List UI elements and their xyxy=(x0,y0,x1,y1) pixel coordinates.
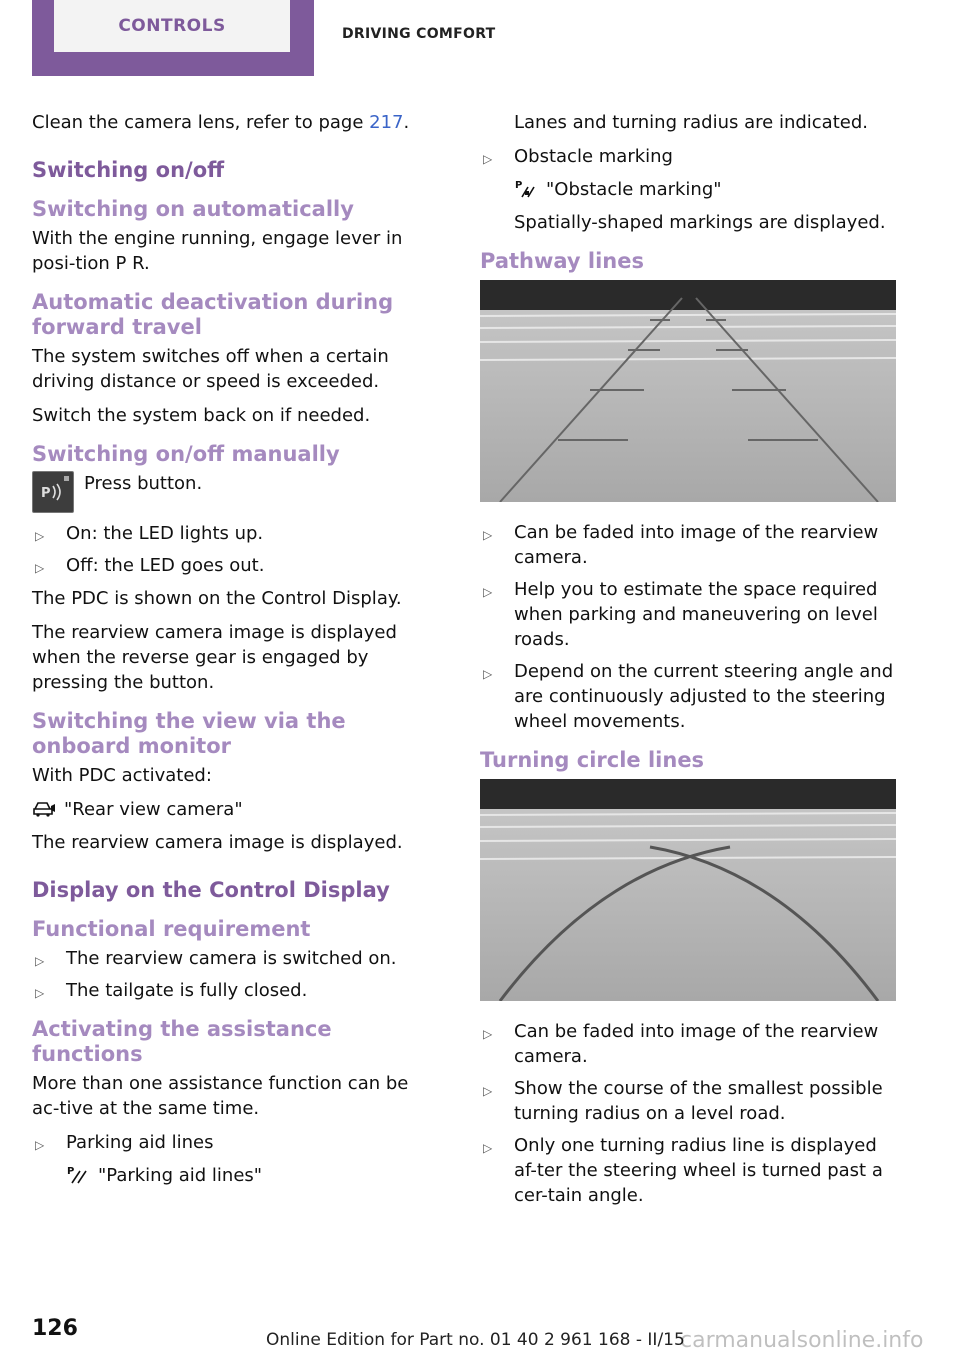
parking-aid-lines-icon xyxy=(66,1163,90,1185)
lens-paragraph xyxy=(32,110,440,135)
parking-aid-menu[interactable] xyxy=(32,1163,440,1188)
obstacle-marking-label: "Obstacle marking" xyxy=(546,179,722,200)
svg-text:P: P xyxy=(41,486,51,501)
bullet-icon: ▷ xyxy=(483,1027,493,1041)
functional-list xyxy=(32,946,440,1003)
list-item: ▷ Obstacle marking xyxy=(480,144,898,169)
right-column xyxy=(480,110,898,1216)
pdc-button-icon xyxy=(32,471,74,513)
rear-view-camera-menu[interactable] xyxy=(32,797,440,822)
bullet-icon: ▷ xyxy=(35,1138,45,1152)
bullet-icon: ▷ xyxy=(35,986,45,1000)
lens-end: . xyxy=(403,112,410,133)
list-item: ▷ The tailgate is fully closed. xyxy=(32,978,440,1003)
paragraph-rearview: The rearview camera image is displayed when the reverse gear is engaged by pressing the button. xyxy=(32,622,397,693)
lens-text: Clean the camera lens, refer to page xyxy=(32,112,370,133)
assist-list xyxy=(32,1130,440,1155)
list-item: ▷ On: the LED lights up. xyxy=(32,521,440,546)
paragraph-auto-on: With the engine running, engage lever in posi-tion P R. xyxy=(32,228,403,274)
camera-car-icon xyxy=(32,797,56,819)
heading-assist: Activating the assistance functions xyxy=(32,1017,332,1066)
paragraph-spatial: Spatially-shaped markings are displayed. xyxy=(514,212,886,233)
turning-list xyxy=(480,1019,898,1208)
bullet-icon: ▷ xyxy=(35,529,45,543)
obstacle-marking-menu[interactable] xyxy=(480,177,898,202)
list-item: ▷ Only one turning radius line is displayed af-ter the steering wheel is turned past a cer-tain angle. xyxy=(483,1135,883,1206)
press-button-line xyxy=(32,471,440,513)
list-item: ▷ Show the course of the smallest possible turning radius on a level road. xyxy=(483,1078,883,1124)
list-item: ▷ Off: the LED goes out. xyxy=(32,553,440,578)
paragraph-with-pdc: With PDC activated: xyxy=(32,765,212,786)
bullet-icon: ▷ xyxy=(483,152,493,166)
parking-aid-menu-label: "Parking aid lines" xyxy=(98,1165,263,1186)
rear-view-camera-label: "Rear view camera" xyxy=(64,799,243,820)
section-title: DRIVING COMFORT xyxy=(342,26,496,42)
bullet-icon: ▷ xyxy=(483,667,493,681)
list-item: ▷ Depend on the current steering angle and are continuously adjusted to the steering wheel movements. xyxy=(483,661,894,732)
heading-pathway: Pathway lines xyxy=(480,249,645,273)
list-item: ▷ Can be faded into image of the rearview camera. xyxy=(483,1021,879,1067)
edition-text: Online Edition for Part no. 01 40 2 961 168 - II/15 xyxy=(266,1330,685,1350)
heading-onboard: Switching the view via the onboard monitor xyxy=(32,709,346,758)
heading-functional: Functional requirement xyxy=(32,917,311,941)
obstacle-marking-icon xyxy=(514,177,538,199)
led-indicator xyxy=(64,476,69,481)
obstacle-list xyxy=(480,144,898,169)
pathway-lines-figure xyxy=(480,280,896,502)
heading-manual: Switching on/off manually xyxy=(32,442,340,466)
bullet-icon: ▷ xyxy=(483,1141,493,1155)
left-column xyxy=(32,110,440,1196)
bullet-icon: ▷ xyxy=(483,585,493,599)
heading-auto-off: Automatic deactivation during forward travel xyxy=(32,290,394,339)
bullet-icon: ▷ xyxy=(483,1084,493,1098)
paragraph-lanes: Lanes and turning radius are indicated. xyxy=(514,112,868,133)
header-bar xyxy=(0,0,960,78)
list-item: ▷ Can be faded into image of the rearview camera. xyxy=(483,522,879,568)
paragraph-assist: More than one assistance function can be ac-tive at the same time. xyxy=(32,1073,409,1119)
turning-circle-figure xyxy=(480,779,896,1001)
manual-list xyxy=(32,521,440,578)
paragraph-image-displayed: The rearview camera image is displayed. xyxy=(32,832,403,853)
paragraph-auto-off: The system switches off when a certain driving distance or speed is exceeded. xyxy=(32,346,389,392)
list-item: ▷ Help you to estimate the space required when parking and maneuvering on level roads. xyxy=(483,579,878,650)
heading-switching: Switching on/off xyxy=(32,158,225,182)
heading-turning: Turning circle lines xyxy=(480,748,705,772)
list-item: ▷ Parking aid lines xyxy=(32,1130,440,1155)
bullet-icon: ▷ xyxy=(35,561,45,575)
paragraph-switch-back: Switch the system back on if needed. xyxy=(32,405,371,426)
tab-controls[interactable] xyxy=(32,0,314,76)
watermark: carmanualsonline.info xyxy=(680,1328,924,1353)
tab-controls-label: CONTROLS xyxy=(54,0,290,52)
page-number: 126 xyxy=(32,1316,78,1341)
bullet-icon: ▷ xyxy=(35,954,45,968)
svg-text:P: P xyxy=(67,1166,75,1177)
svg-text:P: P xyxy=(515,180,523,191)
heading-auto-on: Switching on automatically xyxy=(32,197,354,221)
heading-display: Display on the Control Display xyxy=(32,878,390,902)
pdc-symbol-icon xyxy=(39,481,67,503)
paragraph-pdc-shown: The PDC is shown on the Control Display. xyxy=(32,588,402,609)
page-link[interactable]: 217 xyxy=(369,112,404,133)
list-item: ▷ The rearview camera is switched on. xyxy=(32,946,440,971)
press-button-text: Press button. xyxy=(84,473,203,494)
bullet-icon: ▷ xyxy=(483,528,493,542)
pathway-list xyxy=(480,520,898,734)
